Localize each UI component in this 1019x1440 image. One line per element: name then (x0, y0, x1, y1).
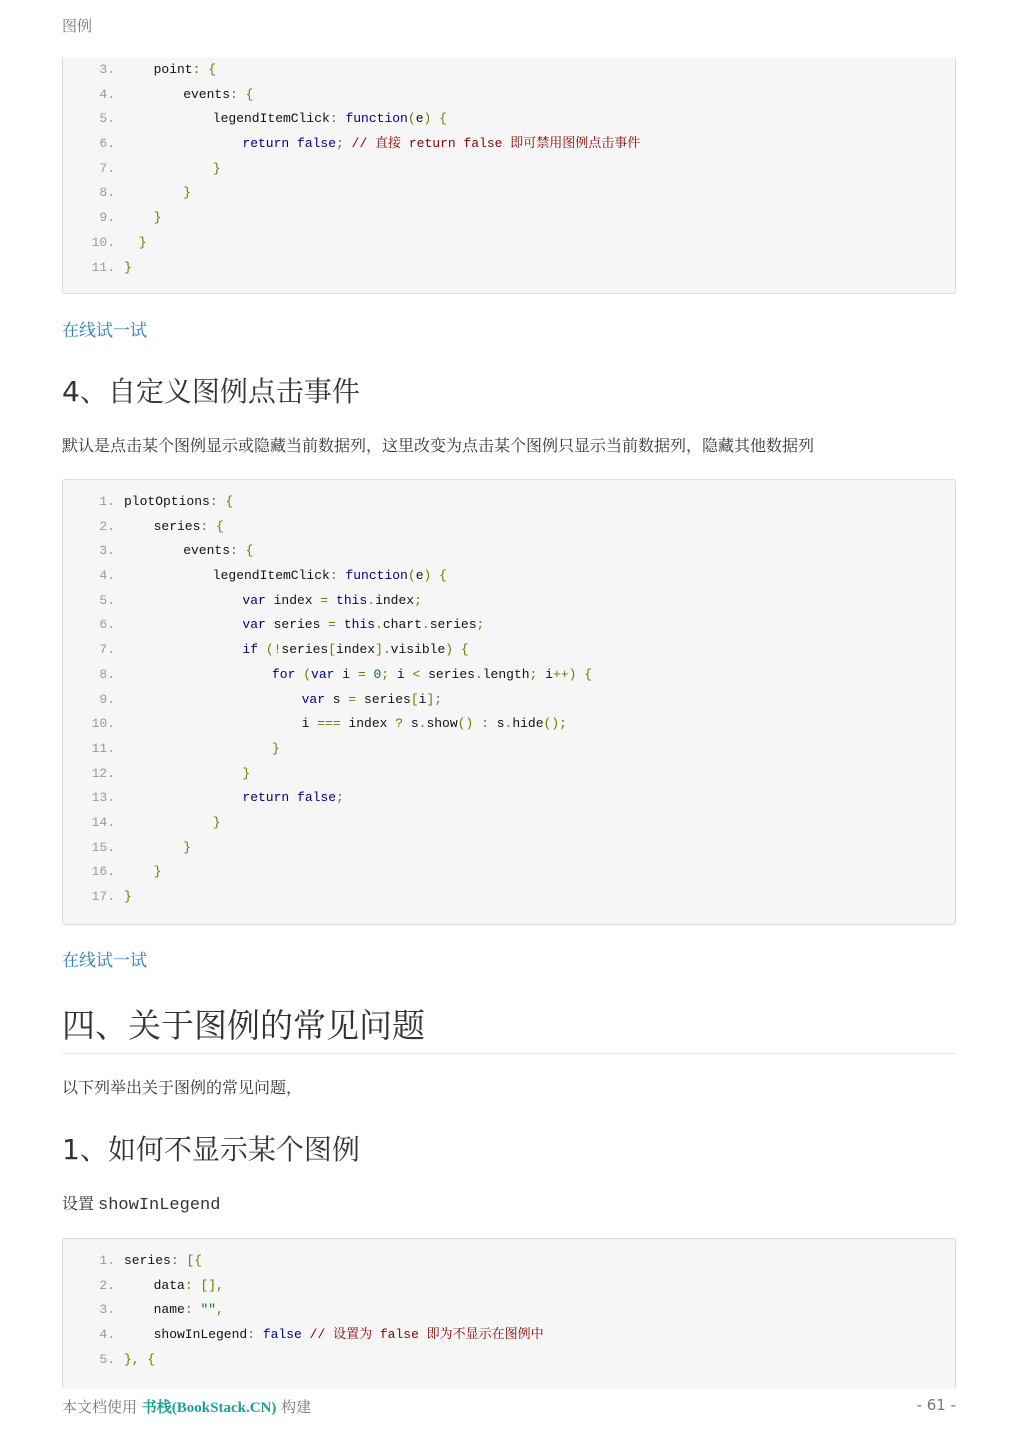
line-number: 4. (99, 568, 115, 584)
code-line (63, 157, 955, 182)
code-text: series: [{ (124, 1253, 203, 1268)
line-number: 10. (91, 234, 115, 250)
code-text: } (183, 839, 191, 855)
code-text: return false; // 直接 return false 即可禁用图例点击事件 (242, 136, 641, 152)
code-text: } (212, 160, 221, 176)
running-header: 图例 (62, 17, 93, 35)
code-line (63, 206, 955, 231)
code-line (63, 712, 955, 737)
code-line (63, 83, 955, 108)
line-number: 17. (91, 889, 115, 904)
code-text: } (124, 889, 132, 904)
code-text: } (272, 740, 280, 756)
code-text: } (153, 210, 162, 226)
code-line (63, 762, 955, 787)
code-line (63, 1298, 955, 1323)
paragraph-faq-intro: 以下列举出关于图例的常见问题， (62, 1078, 303, 1097)
paragraph-prefix: 设置 (62, 1194, 95, 1213)
code-text: i === index ? s.show() : s.hide(); (301, 716, 567, 732)
code-line (63, 638, 955, 663)
code-line (63, 132, 955, 157)
footer-suffix: 构建 (281, 1398, 312, 1416)
code-text: for (var i = 0; i < series.length; i++) { (272, 666, 592, 682)
line-number: 5. (99, 111, 115, 127)
line-number: 1. (99, 494, 115, 509)
code-text: var series = this.chart.series; (242, 617, 485, 633)
code-text: return false; (242, 790, 344, 806)
code-text: } (212, 814, 221, 830)
code-text: name: "", (153, 1302, 224, 1318)
heading-divider (62, 1053, 956, 1054)
line-number: 11. (91, 740, 115, 756)
code-line (63, 860, 955, 885)
code-text: } (138, 234, 147, 250)
code-line (63, 811, 955, 836)
page-number: - 61 - (916, 1396, 956, 1414)
code-line (63, 515, 955, 540)
line-number: 5. (99, 592, 115, 608)
code-text: legendItemClick: function(e) { (212, 111, 447, 127)
code-line (63, 688, 955, 713)
code-line (63, 885, 955, 910)
line-number: 7. (99, 160, 115, 176)
line-number: 4. (99, 86, 115, 102)
code-text: plotOptions: { (124, 494, 234, 509)
code-text: } (124, 259, 132, 275)
line-number: 9. (99, 691, 115, 707)
footer-prefix: 本文档使用 (62, 1398, 138, 1416)
line-number: 7. (99, 642, 115, 658)
line-number: 6. (99, 617, 115, 633)
heading-custom-legend-click: 4、自定义图例点击事件 (62, 375, 360, 408)
code-line (63, 589, 955, 614)
code-line (63, 1274, 955, 1299)
line-number: 3. (99, 62, 115, 77)
code-line (63, 737, 955, 762)
code-line (63, 231, 955, 256)
bookstack-link[interactable]: 书栈(BookStack.CN) (141, 1400, 277, 1416)
code-line (63, 256, 955, 281)
code-line (63, 1348, 955, 1373)
inline-code-showinlegend: showInLegend (98, 1196, 221, 1215)
line-number: 14. (91, 814, 115, 830)
code-block-show-in-legend (62, 1238, 956, 1389)
code-text: point: { (153, 62, 217, 77)
line-number: 16. (91, 864, 115, 880)
code-text: var index = this.index; (242, 592, 422, 608)
code-text: if (!series[index].visible) { (242, 642, 469, 658)
try-online-link[interactable]: 在线试一试 (62, 321, 147, 341)
code-line (63, 786, 955, 811)
code-line (63, 58, 955, 83)
line-number: 4. (99, 1327, 115, 1343)
code-text: } (242, 765, 251, 781)
code-text: var s = series[i]; (301, 691, 443, 707)
code-text: showInLegend: false // 设置为 false 即为不显示在图例中 (153, 1327, 544, 1343)
code-text: data: [], (153, 1277, 224, 1293)
line-number: 8. (99, 666, 115, 682)
code-block-legend-disable (62, 58, 956, 294)
line-number: 15. (91, 839, 115, 855)
code-line (63, 539, 955, 564)
code-text: } (183, 185, 191, 201)
line-number: 9. (99, 210, 115, 226)
code-line (63, 1249, 955, 1274)
line-number: 1. (99, 1253, 115, 1268)
code-line (63, 564, 955, 589)
code-text: events: { (183, 543, 254, 559)
code-line (63, 1323, 955, 1348)
code-line (63, 663, 955, 688)
line-number: 3. (99, 1302, 115, 1318)
footer-credit (62, 1396, 311, 1417)
line-number: 12. (91, 765, 115, 781)
code-line (63, 181, 955, 206)
paragraph-custom-legend-click: 默认是点击某个图例显示或隐藏当前数据列，这里改变为点击某个图例只显示当前数据列，隐藏其他数据列 (62, 436, 815, 455)
code-line (63, 836, 955, 861)
heading-hide-legend: 1、如何不显示某个图例 (62, 1133, 360, 1166)
code-text: legendItemClick: function(e) { (212, 568, 447, 584)
line-number: 2. (99, 518, 115, 534)
code-text: series: { (153, 518, 224, 534)
line-number: 11. (91, 259, 115, 275)
line-number: 5. (99, 1351, 115, 1367)
code-line (63, 490, 955, 515)
line-number: 2. (99, 1277, 115, 1293)
code-line (63, 107, 955, 132)
line-number: 6. (99, 136, 115, 152)
code-text: } (153, 864, 162, 880)
line-number: 10. (91, 716, 115, 732)
code-line (63, 613, 955, 638)
code-block-custom-click (62, 479, 956, 925)
heading-legend-faq: 四、关于图例的常见问题 (62, 1006, 425, 1045)
line-number: 8. (99, 185, 115, 201)
paragraph-hide-legend (62, 1191, 224, 1215)
try-online-link[interactable]: 在线试一试 (62, 951, 147, 971)
code-text: }, { (124, 1351, 156, 1367)
code-text: events: { (183, 86, 254, 102)
line-number: 3. (99, 543, 115, 559)
line-number: 13. (91, 790, 115, 806)
